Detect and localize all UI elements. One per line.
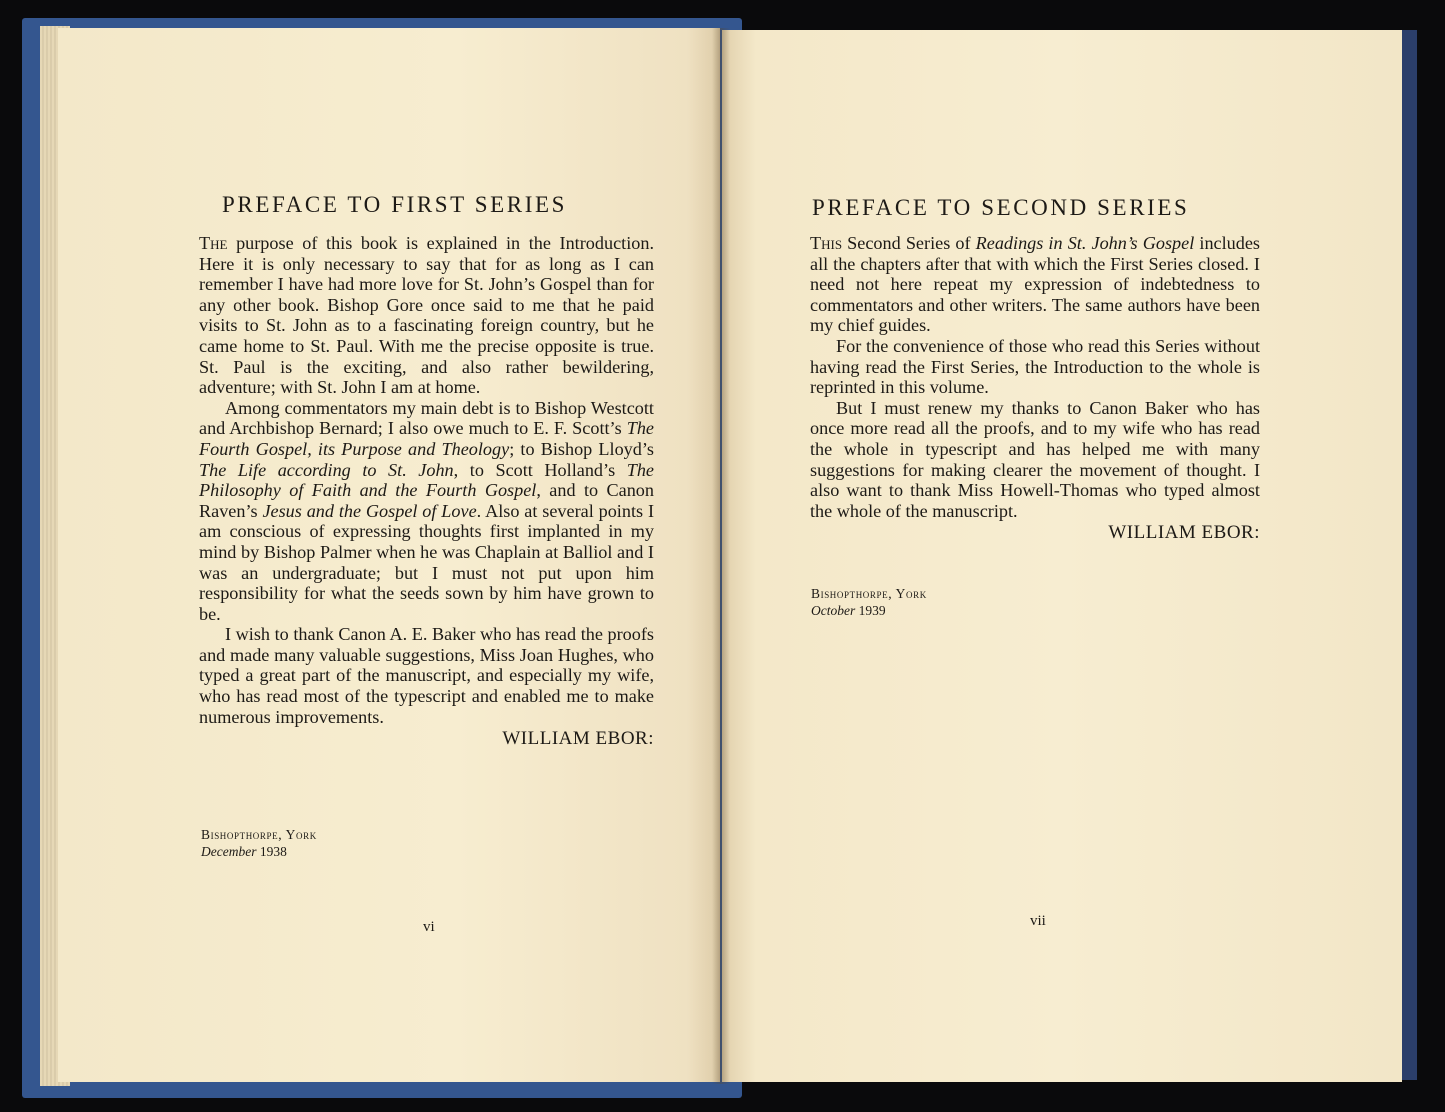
left-date-month: December bbox=[201, 844, 257, 859]
left-p2-text-2: ; to Bishop Lloyd’s bbox=[509, 438, 654, 459]
right-page-heading: PREFACE TO SECOND SERIES bbox=[812, 195, 1190, 220]
left-paragraph-1-text: purpose of this book is explained in the Introduction. Here it is only necessary to say that for as long as I can remember I have had more love for St. John’s Gospel than for any other book. Bishop Gore once said to me that he paid visits to St. John as to a fascinating foreign country, but he came home to St. Paul. With me the precise opposite is true. St. Paul is the exciting, and also rather bewildering, adventure; with St. John I am at home. bbox=[199, 233, 654, 398]
right-page bbox=[722, 30, 1402, 1082]
left-p2-text-5: . Also at several points I am conscious of expressing thoughts first implanted in my mind by Bishop Palmer when he was Chaplain at Balliol and I was an undergraduate; but I must not put upon him responsibility for what the seeds sown by him have grown to be. bbox=[199, 500, 655, 624]
left-p2-text-3: , to Scott Holland’s bbox=[453, 459, 627, 480]
left-dateline bbox=[201, 826, 317, 860]
left-paragraph-1-lead: The bbox=[199, 233, 228, 253]
left-date-year: 1938 bbox=[259, 844, 287, 859]
right-date-year: 1939 bbox=[858, 603, 886, 618]
right-paragraph-2: For the convenience of those who read this Series without having read the First Series, the Introduction to the whole is reprinted in this volume. bbox=[810, 335, 1260, 398]
right-date-month: October bbox=[811, 603, 856, 618]
left-p2-title-1: The Fourth Gospel, its Purpose and Theology bbox=[199, 418, 654, 459]
left-page-heading: PREFACE TO FIRST SERIES bbox=[222, 192, 568, 217]
left-paragraph-3: I wish to thank Canon A. E. Baker who has read the proofs and made many valuable suggestions, Miss Joan Hughes, who typed a great part of the manuscript, and especially my wife, who has read most of the typescript and enabled me to make numerous improvements. bbox=[199, 624, 654, 727]
left-page-number: vi bbox=[423, 919, 435, 935]
left-p2-title-2: The Life according to St. John bbox=[199, 459, 454, 480]
left-p2-title-3: The Philosophy of Faith and the Fourth Gospel bbox=[199, 459, 654, 501]
right-p1-text-1: Second Series of bbox=[842, 233, 976, 253]
right-dateline bbox=[811, 585, 927, 619]
left-page-body bbox=[199, 233, 654, 750]
left-place: Bishopthorpe, York bbox=[201, 827, 317, 842]
right-paragraph-1-lead: This bbox=[810, 233, 843, 253]
right-page-body bbox=[810, 233, 1260, 544]
right-page-number: vii bbox=[1030, 913, 1046, 929]
right-paragraph-1 bbox=[810, 233, 1260, 336]
left-p2-text-1: Among commentators my main debt is to Bishop Westcott and Archbishop Bernard; I also owe much to E. F. Scott’s bbox=[199, 397, 654, 439]
right-signature: WILLIAM EBOR: bbox=[1108, 522, 1260, 544]
left-p2-text-4: , and to Canon Raven’s bbox=[199, 480, 654, 521]
right-place: Bishopthorpe, York bbox=[811, 586, 927, 601]
left-paragraph-1 bbox=[199, 233, 654, 398]
book-gutter bbox=[712, 28, 730, 1084]
left-signature: WILLIAM EBOR: bbox=[502, 728, 654, 750]
left-p2-title-4: Jesus and the Gospel of Love bbox=[262, 500, 477, 521]
right-p1-text-2: includes all the chapters after that with which the First Series closed. I need not here repeat my expression of indebtedness to commentators and other writers. The same authors have been my chief guides. bbox=[810, 233, 1260, 336]
left-paragraph-2 bbox=[199, 398, 654, 625]
right-p1-title: Readings in St. John’s Gospel bbox=[975, 233, 1195, 253]
right-paragraph-3: But I must renew my thanks to Canon Baker who has once more read all the proofs, and to my wife who has read the whole in typescript and has helped me with many suggestions for making clearer the movement of thought. I also want to thank Miss Howell-Thomas who typed almost the whole of the manuscript. bbox=[810, 397, 1260, 521]
